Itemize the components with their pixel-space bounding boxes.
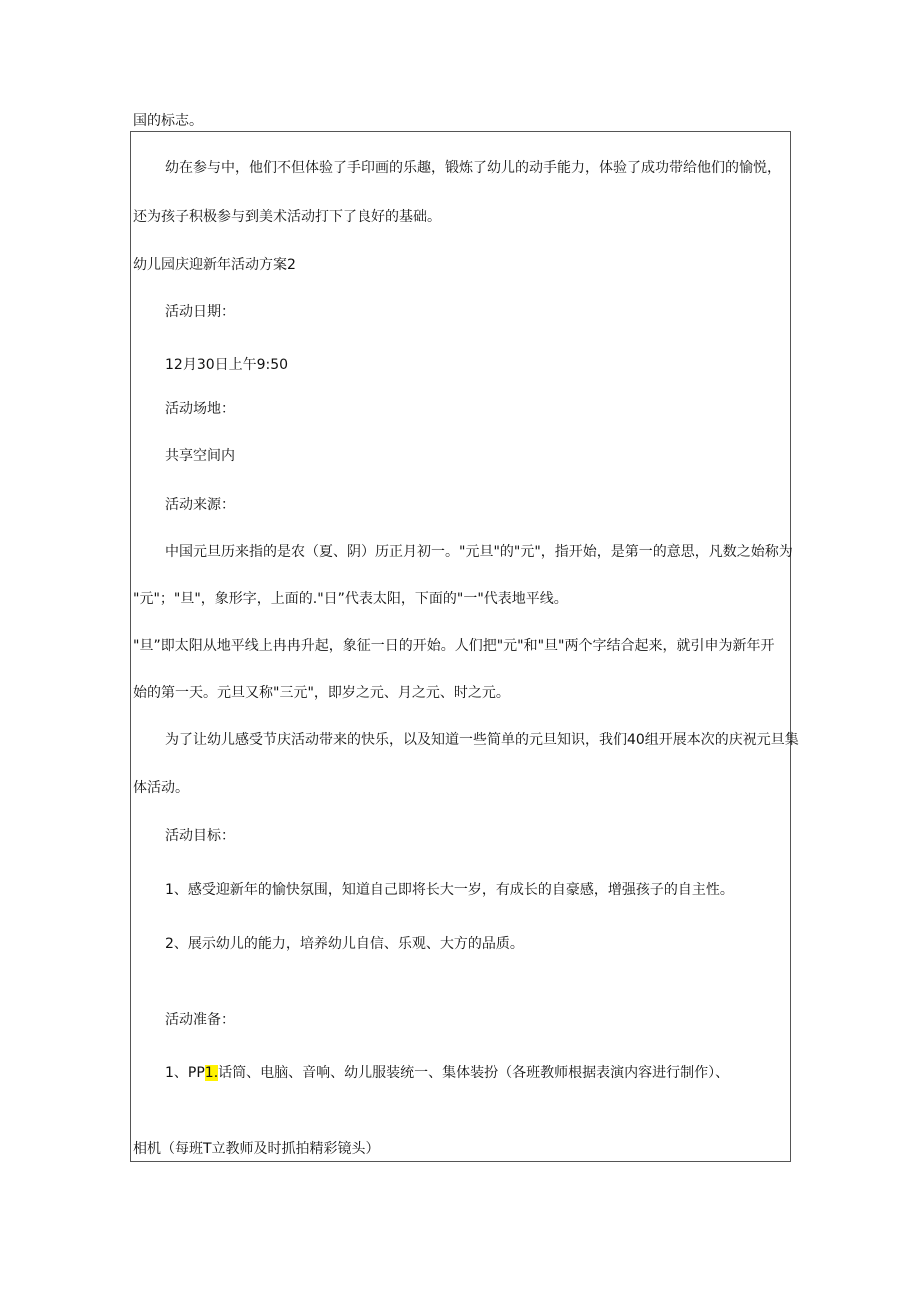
prep-label: 活动准备： (165, 1012, 235, 1028)
prep-item-text: 话筒、电脑、音响、幼儿服装统一、集体装扮（各班教师根据表演内容进行制作）、 (218, 1065, 730, 1081)
paragraph-line: 为了让幼儿感受节庆活动带来的快乐，以及知道一些简单的元旦知识，我们40组开展本次的庆祝元旦集 (165, 732, 799, 748)
place-label: 活动场地： (165, 401, 235, 417)
paragraph-line: "旦”即太阳从地平线上冉冉升起，象征一日的开始。人们把"元"和"旦"两个字结合起来，就引申为新年开 (133, 638, 775, 654)
prep-item: 相机（每班T立教师及时抓拍精彩镜头） (133, 1141, 380, 1157)
date-label: 活动日期： (165, 304, 235, 320)
goal-item: 2、展示幼儿的能力，培养幼儿自信、乐观、大方的品质。 (165, 936, 524, 952)
section-title: 幼儿园庆迎新年活动方案2 (133, 257, 296, 273)
prep-item (165, 1063, 729, 1083)
place-value: 共享空间内 (165, 448, 235, 464)
paragraph-line: 体活动。 (133, 780, 189, 796)
text-line: 国的标志。 (133, 113, 203, 129)
paragraph-line: 幼在参与中，他们不但体验了手印画的乐趣，锻炼了幼儿的动手能力，体验了成功带给他们的愉悦， (165, 160, 781, 176)
highlighted-text: 1. (204, 1065, 219, 1081)
paragraph-line: 始的第一天。元旦又称"三元"，即岁之元、月之元、时之元。 (133, 685, 510, 701)
goal-item: 1、感受迎新年的愉快氛围，知道自己即将长大一岁，有成长的自豪感，增强孩子的自主性。 (165, 882, 734, 898)
date-value: 12月30日上午9:50 (165, 357, 289, 373)
paragraph-line: 还为孩子积极参与到美术活动打下了良好的基础。 (133, 209, 441, 225)
prep-item-prefix: 1、PP (165, 1065, 205, 1081)
paragraph-line: "元"；"旦"，象形字，上面的."日”代表太阳，下面的"一"代表地平线。 (133, 591, 568, 607)
goal-label: 活动目标： (165, 828, 235, 844)
paragraph-line: 中国元旦历来指的是农（夏、阴）历正月初一。"元旦"的"元"，指开始，是第一的意思，凡数之始称为 (165, 544, 793, 560)
source-label: 活动来源： (165, 497, 235, 513)
